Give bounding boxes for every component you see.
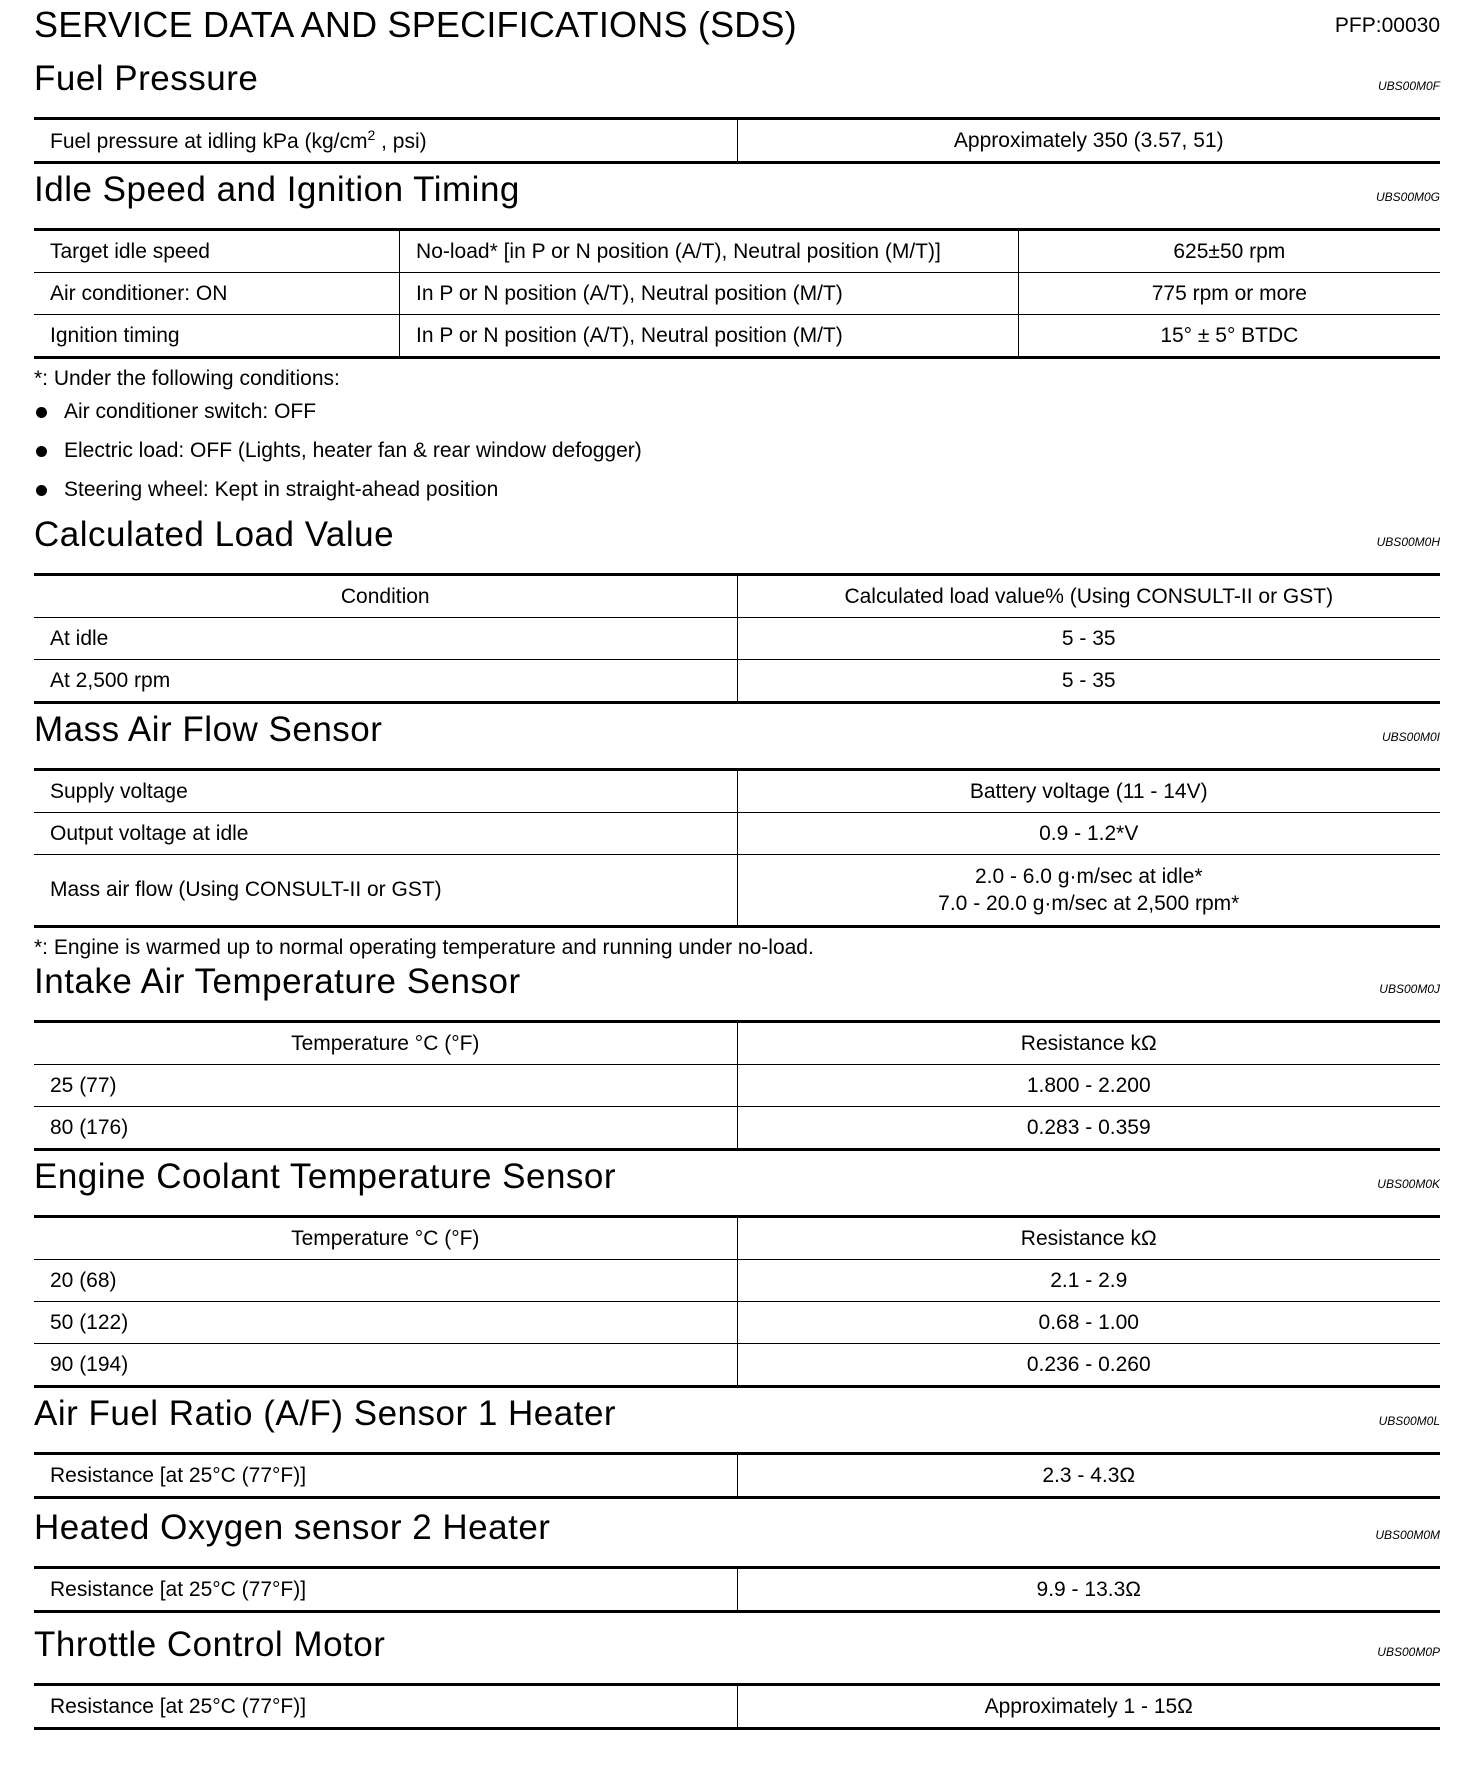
condition-cell: In P or N position (A/T), Neutral position (M/T) [400, 273, 1019, 315]
section-title: Intake Air Temperature Sensor [34, 962, 521, 1001]
table-row [34, 1065, 1440, 1107]
section-fuel-pressure-header [34, 46, 1440, 117]
spec-value: 2.3 - 4.3Ω [737, 1454, 1440, 1498]
table-row [34, 1568, 1440, 1612]
value-cell: 15° ± 5° BTDC [1018, 315, 1440, 358]
resistance-cell: 2.1 - 2.9 [737, 1260, 1440, 1302]
list-item: Steering wheel: Kept in straight-ahead position [34, 470, 1440, 509]
section-title: Air Fuel Ratio (A/F) Sensor 1 Heater [34, 1394, 617, 1433]
column-header: Resistance kΩ [737, 1022, 1440, 1065]
item-cell: Target idle speed [50, 239, 210, 263]
spec-value: Approximately 1 - 15Ω [737, 1685, 1440, 1729]
temperature-cell: 90 (194) [34, 1344, 737, 1387]
list-item: Air conditioner switch: OFF [34, 392, 1440, 431]
item-cell: Air conditioner: ON [34, 273, 400, 315]
resistance-cell: 0.283 - 0.359 [737, 1107, 1440, 1150]
table-row [34, 1302, 1440, 1344]
item-cell: Ignition timing [34, 315, 400, 358]
table-row [34, 315, 1440, 358]
table-row [34, 1454, 1440, 1498]
section-title: Throttle Control Motor [34, 1625, 386, 1664]
spec-value: 0.9 - 1.2*V [737, 813, 1440, 855]
sds-page [34, 0, 1440, 1730]
maf-table [34, 768, 1440, 928]
idle-table [34, 228, 1440, 359]
condition-cell: In P or N position (A/T), Neutral position (M/T) [400, 315, 1019, 358]
ho2-heater-table [34, 1566, 1440, 1613]
part-ref: PFP:00030 [1334, 14, 1440, 37]
page-title: SERVICE DATA AND SPECIFICATIONS (SDS) [34, 4, 797, 45]
label-sup: 2 [367, 127, 376, 143]
temperature-cell: 50 (122) [34, 1302, 737, 1344]
flow-value-2500: 7.0 - 20.0 g·m/sec at 2,500 rpm* [938, 892, 1240, 915]
section-maf-header [34, 704, 1440, 768]
section-title: Heated Oxygen sensor 2 Heater [34, 1508, 551, 1547]
table-row [34, 618, 1440, 660]
section-code: UBS00M0F [1377, 79, 1440, 93]
resistance-cell: 0.236 - 0.260 [737, 1344, 1440, 1387]
section-title: Fuel Pressure [34, 59, 259, 98]
section-idle-header [34, 164, 1440, 228]
value-cell: 5 - 35 [737, 660, 1440, 703]
spec-value: 9.9 - 13.3Ω [737, 1568, 1440, 1612]
column-header: Resistance kΩ [737, 1217, 1440, 1260]
ect-table [34, 1215, 1440, 1388]
section-throttle-header [34, 1613, 1440, 1683]
iat-table [34, 1020, 1440, 1151]
table-row [34, 1107, 1440, 1150]
table-row [34, 1685, 1440, 1729]
table-row [34, 1260, 1440, 1302]
section-title: Engine Coolant Temperature Sensor [34, 1157, 617, 1196]
spec-label: Resistance [at 25°C (77°F)] [50, 1463, 307, 1487]
condition-list [34, 392, 1440, 509]
spec-label: Resistance [at 25°C (77°F)] [50, 1577, 307, 1601]
resistance-cell: 1.800 - 2.200 [737, 1065, 1440, 1107]
condition-cell: At 2,500 rpm [34, 660, 737, 703]
section-code: UBS00M0K [1377, 1177, 1440, 1191]
section-ect-header [34, 1151, 1440, 1215]
temperature-cell: 20 (68) [34, 1260, 737, 1302]
spec-label: Mass air flow (Using CONSULT-II or GST) [34, 855, 737, 927]
table-row [34, 855, 1440, 927]
spec-value: Battery voltage (11 - 14V) [737, 770, 1440, 813]
throttle-table [34, 1683, 1440, 1730]
table-row [34, 660, 1440, 703]
table-row [34, 1344, 1440, 1387]
table-header-row [34, 575, 1440, 618]
condition-cell: At idle [34, 618, 737, 660]
spec-label [34, 119, 737, 163]
table-header-row [34, 1022, 1440, 1065]
table-header-row [34, 1217, 1440, 1260]
temperature-cell: 80 (176) [34, 1107, 737, 1150]
section-title: Idle Speed and Ignition Timing [34, 170, 520, 209]
column-header: Condition [340, 584, 430, 608]
spec-label: Output voltage at idle [34, 813, 737, 855]
table-row [34, 230, 1440, 273]
spec-label: Resistance [at 25°C (77°F)] [50, 1694, 307, 1718]
section-code: UBS00M0H [1376, 535, 1440, 549]
spec-label: Supply voltage [50, 779, 188, 803]
section-load-header [34, 509, 1440, 573]
load-table [34, 573, 1440, 704]
column-header: Temperature °C (°F) [291, 1226, 480, 1250]
table-row [34, 273, 1440, 315]
section-code: UBS00M0L [1378, 1414, 1440, 1428]
section-code: UBS00M0J [1379, 982, 1440, 996]
value-cell: 775 rpm or more [1018, 273, 1440, 315]
spec-value: Approximately 350 (3.57, 51) [737, 119, 1440, 163]
section-code: UBS00M0I [1381, 730, 1440, 744]
idle-note: *: Under the following conditions: [34, 367, 340, 390]
af-heater-table [34, 1452, 1440, 1499]
label-text: Fuel pressure at idling kPa (kg/cm [50, 130, 368, 153]
label-text: , psi) [375, 130, 427, 153]
section-iat-header [34, 961, 1440, 1020]
section-code: UBS00M0M [1375, 1528, 1440, 1542]
spec-value [737, 855, 1440, 927]
section-ho2-heater-header [34, 1499, 1440, 1566]
column-header: Temperature °C (°F) [291, 1031, 480, 1055]
resistance-cell: 0.68 - 1.00 [737, 1302, 1440, 1344]
maf-note: *: Engine is warmed up to normal operating temperature and running under no-load. [34, 936, 814, 959]
temperature-cell: 25 (77) [34, 1065, 737, 1107]
column-header: Calculated load value% (Using CONSULT-II or GST) [737, 575, 1440, 618]
section-title: Mass Air Flow Sensor [34, 710, 383, 749]
fuel-pressure-table [34, 117, 1440, 164]
section-title: Calculated Load Value [34, 515, 395, 554]
list-item: Electric load: OFF (Lights, heater fan & rear window defogger) [34, 431, 1440, 470]
value-cell: 5 - 35 [737, 618, 1440, 660]
condition-cell: No-load* [in P or N position (A/T), Neutral position (M/T)] [400, 230, 1019, 273]
table-row [34, 119, 1440, 163]
section-af-heater-header [34, 1388, 1440, 1452]
table-row [34, 813, 1440, 855]
section-code: UBS00M0G [1375, 190, 1440, 204]
flow-value-idle: 2.0 - 6.0 g·m/sec at idle* [974, 865, 1203, 888]
value-cell: 625±50 rpm [1018, 230, 1440, 273]
page-header [34, 0, 1440, 46]
table-row [34, 770, 1440, 813]
section-code: UBS00M0P [1377, 1645, 1440, 1659]
